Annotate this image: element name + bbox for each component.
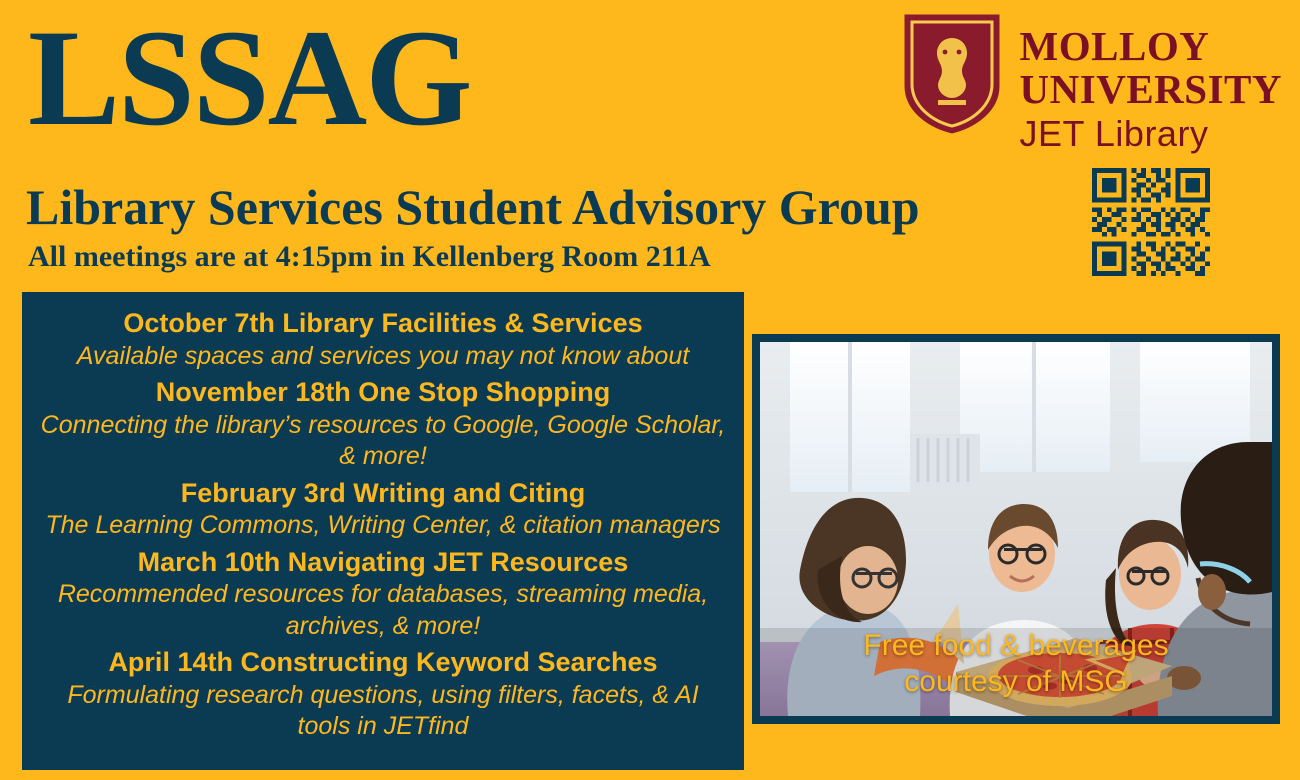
- schedule-item: [38, 545, 728, 643]
- event-title: April 14th Constructing Keyword Searches: [108, 647, 658, 678]
- event-description: Recommended resources for databases, streaming media, archives, & more!: [57, 580, 709, 640]
- event-description: Formulating research questions, using filters, facets, & AI tools in JETfind: [67, 680, 699, 741]
- brand-name-line1: MOLLOY: [1019, 23, 1210, 69]
- photo-frame: [752, 334, 1280, 724]
- schedule-panel: [22, 292, 744, 770]
- photo-caption-line1: Free food & beverages: [863, 629, 1169, 662]
- page-title: LSSAG: [28, 1, 471, 154]
- event-description: The Learning Commons, Writing Center, & citation managers: [45, 511, 721, 540]
- page-subtitle: Library Services Student Advisory Group: [26, 179, 920, 235]
- event-title: February 3rd Writing and Citing: [180, 477, 586, 508]
- event-description: Connecting the library’s resources to Google, Google Scholar, & more!: [40, 410, 726, 471]
- event-description: Available spaces and services you may not know about: [76, 341, 690, 370]
- event-title: March 10th Navigating JET Resources: [137, 546, 629, 577]
- brand-lockup: [898, 8, 1282, 152]
- shield-crest-icon: [898, 8, 1006, 140]
- schedule-item: [38, 645, 728, 743]
- brand-name-line2: UNIVERSITY: [1019, 66, 1282, 112]
- brand-unit-name: JET Library: [1019, 113, 1209, 154]
- qr-code-icon[interactable]: [1092, 168, 1210, 276]
- schedule-item: [38, 476, 728, 542]
- photo-caption: [760, 628, 1272, 700]
- event-title: October 7th Library Facilities & Services: [123, 308, 643, 338]
- schedule-item: [38, 375, 728, 473]
- students-sharing-pizza-photo: [760, 342, 1272, 716]
- schedule-item: [38, 306, 728, 372]
- event-title: November 18th One Stop Shopping: [155, 377, 611, 408]
- meeting-info: All meetings are at 4:15pm in Kellenberg Room 211A: [28, 240, 711, 273]
- photo-caption-line2: courtesy of MSG: [904, 665, 1128, 698]
